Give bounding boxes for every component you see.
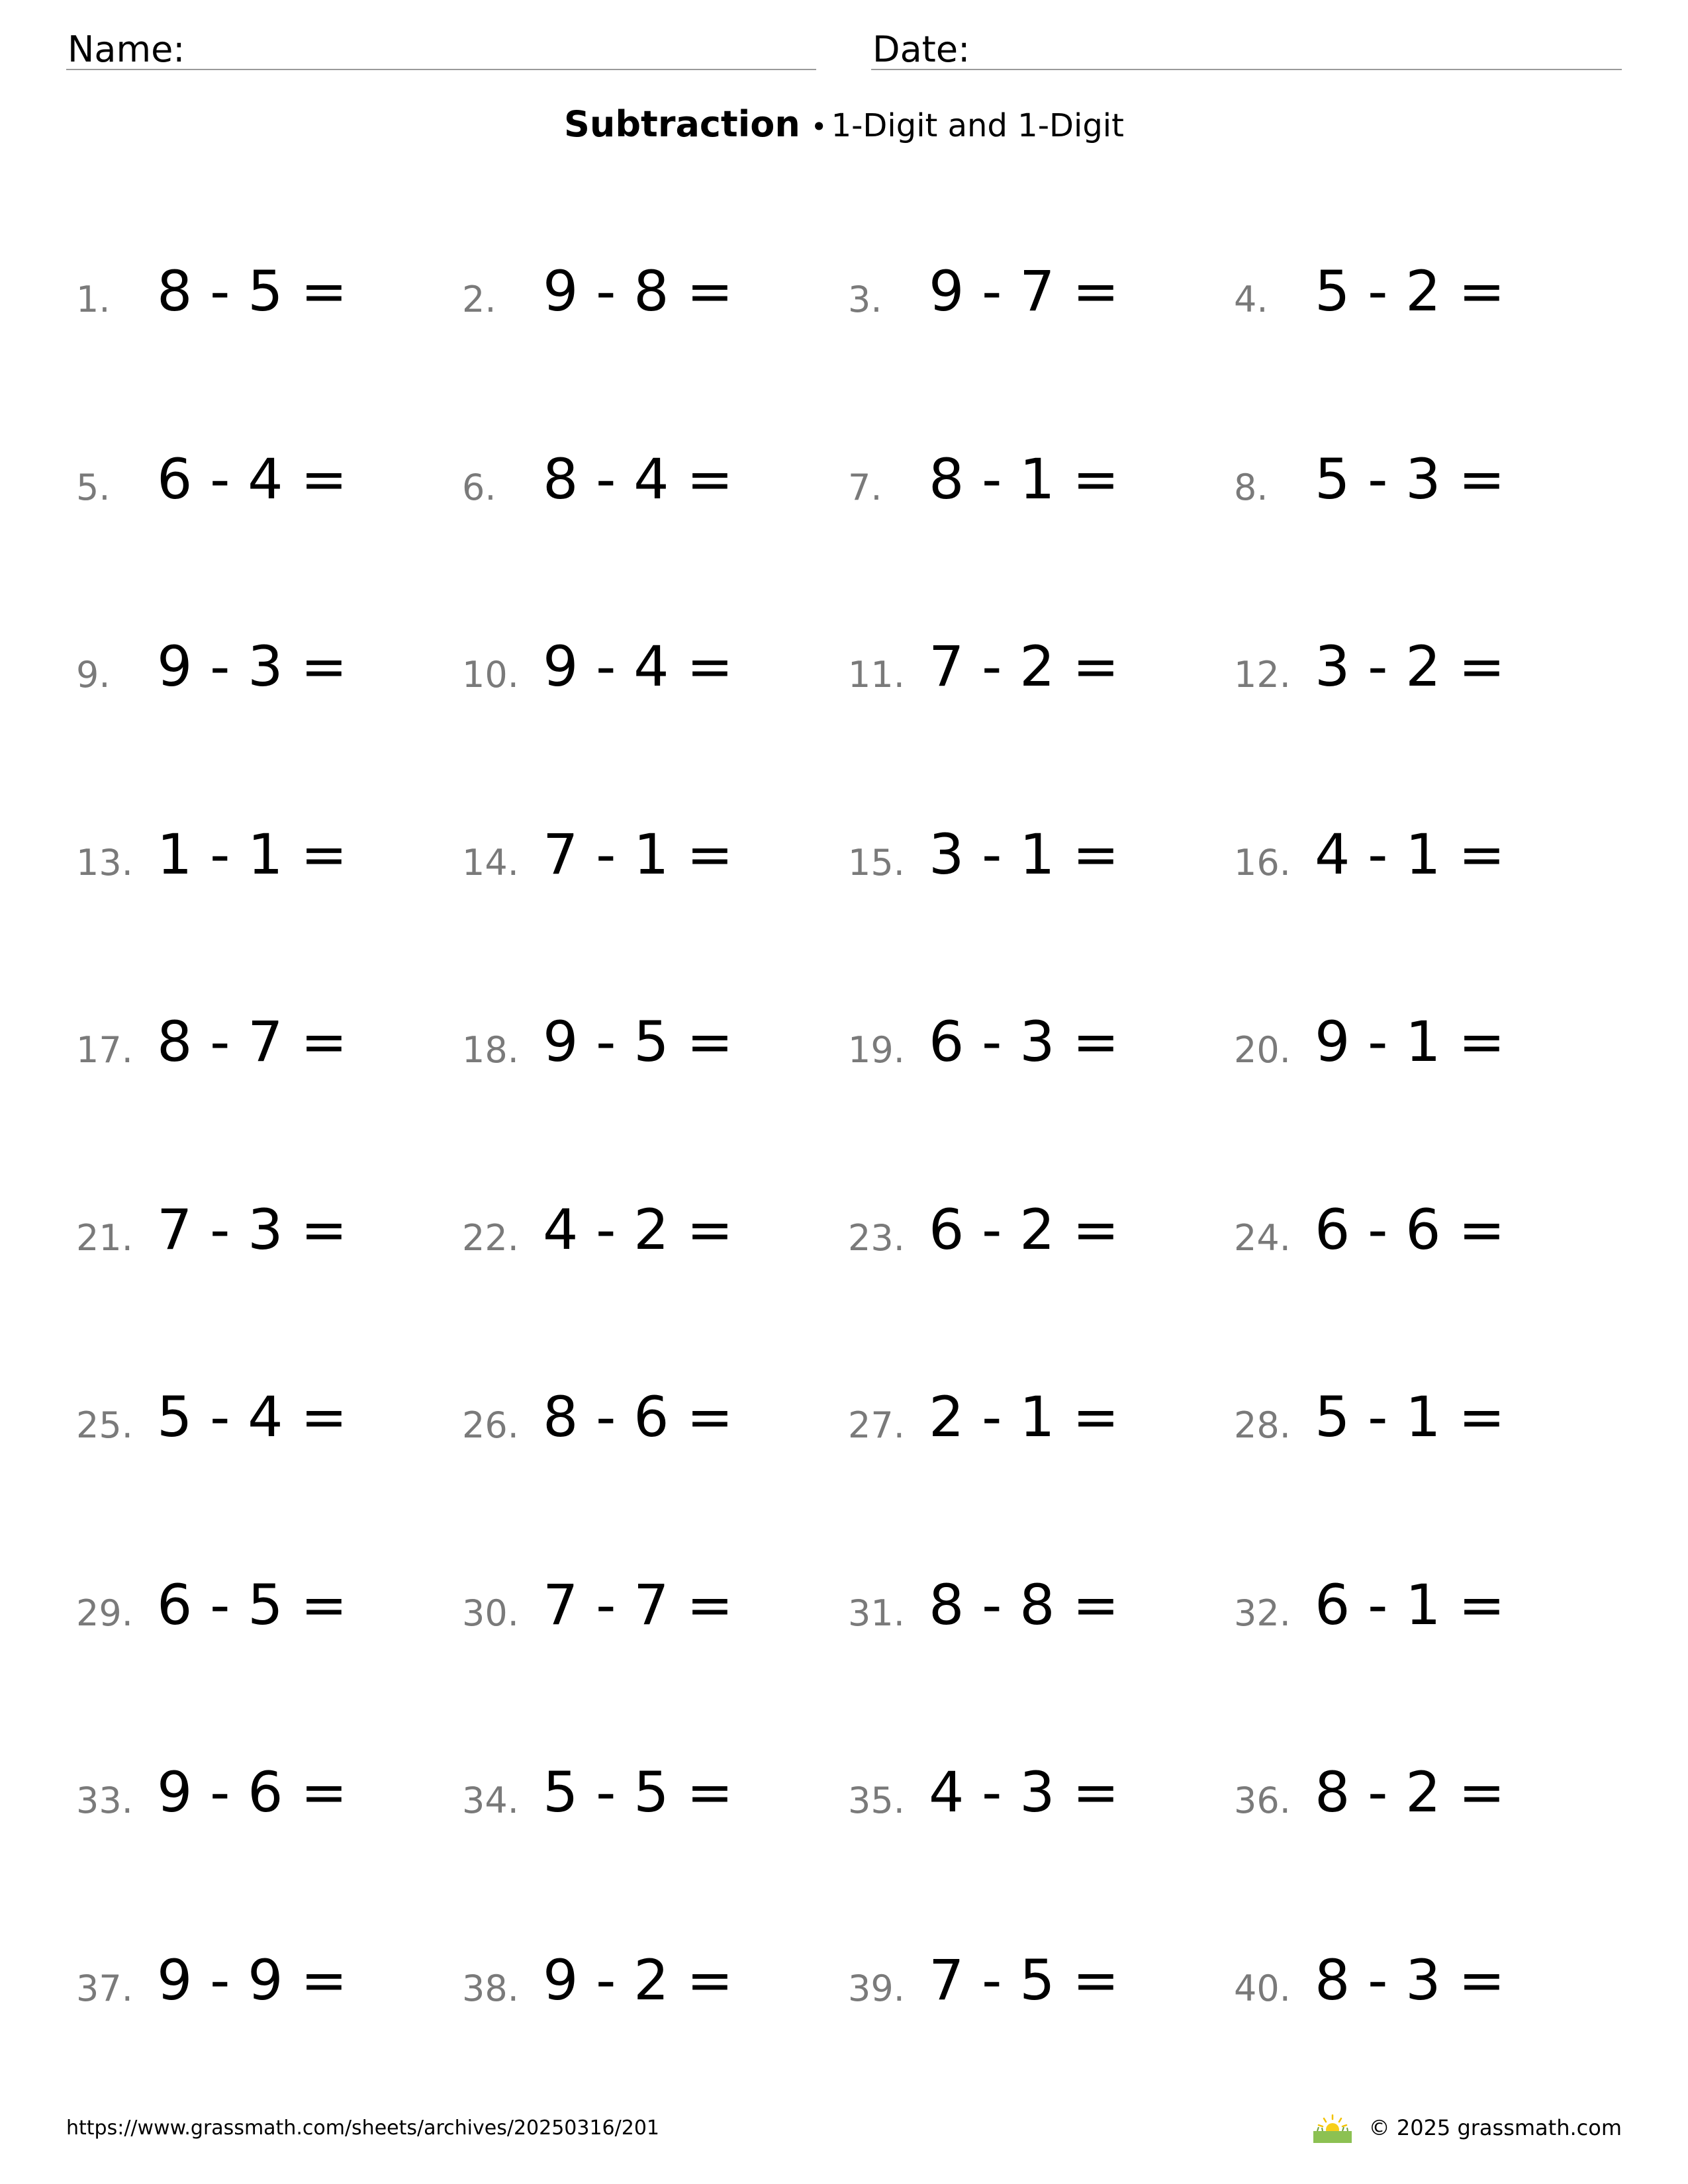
title-main: Subtraction (564, 103, 800, 145)
problem-expression: 6 - 4 = (157, 447, 348, 512)
problem-number: 30. (462, 1592, 519, 1634)
problem-expression: 7 - 1 = (543, 822, 733, 887)
problem-number: 11. (848, 654, 905, 696)
problem-number: 36. (1234, 1780, 1291, 1821)
problem-number: 15. (848, 842, 905, 884)
problem-expression: 8 - 5 = (157, 259, 348, 324)
problem-expression: 3 - 2 = (1315, 634, 1505, 699)
problem-number: 6. (462, 467, 496, 508)
problem-number: 39. (848, 1968, 905, 2009)
date-field[interactable] (871, 24, 1622, 70)
problem-expression: 9 - 1 = (1315, 1009, 1505, 1074)
problem-expression: 8 - 4 = (543, 447, 733, 512)
problem-number: 31. (848, 1592, 905, 1634)
problem-expression: 5 - 4 = (157, 1385, 348, 1449)
problem-number: 35. (848, 1780, 905, 1821)
name-label: Name: (68, 28, 185, 70)
name-field[interactable] (66, 24, 816, 70)
problem-number: 29. (76, 1592, 133, 1634)
problem-number: 21. (76, 1217, 133, 1259)
problem-expression: 4 - 1 = (1315, 822, 1505, 887)
problem-number: 14. (462, 842, 519, 884)
problem-expression: 1 - 1 = (157, 822, 348, 887)
problem-expression: 7 - 2 = (929, 634, 1119, 699)
problem-expression: 9 - 2 = (543, 1948, 733, 2013)
problem-number: 28. (1234, 1404, 1291, 1446)
problem-expression: 7 - 5 = (929, 1948, 1119, 2013)
problem-number: 37. (76, 1968, 133, 2009)
problem-expression: 6 - 6 = (1315, 1197, 1505, 1262)
problem-expression: 5 - 5 = (543, 1760, 733, 1825)
problem-expression: 9 - 5 = (543, 1009, 733, 1074)
problem-number: 23. (848, 1217, 905, 1259)
problem-number: 8. (1234, 467, 1268, 508)
problem-number: 2. (462, 279, 496, 320)
problem-number: 12. (1234, 654, 1291, 696)
problem-expression: 4 - 3 = (929, 1760, 1119, 1825)
problem-expression: 8 - 2 = (1315, 1760, 1505, 1825)
problem-expression: 8 - 1 = (929, 447, 1119, 512)
problem-number: 17. (76, 1029, 133, 1071)
problem-number: 24. (1234, 1217, 1291, 1259)
problem-expression: 5 - 2 = (1315, 259, 1505, 324)
title-subtitle: 1-Digit and 1-Digit (831, 107, 1124, 144)
problem-expression: 6 - 2 = (929, 1197, 1119, 1262)
problem-expression: 6 - 1 = (1315, 1572, 1505, 1637)
problem-expression: 9 - 6 = (157, 1760, 348, 1825)
problem-expression: 6 - 5 = (157, 1572, 348, 1637)
problem-number: 18. (462, 1029, 519, 1071)
problem-number: 20. (1234, 1029, 1291, 1071)
problem-expression: 7 - 3 = (157, 1197, 348, 1262)
problem-number: 38. (462, 1968, 519, 2009)
problem-number: 27. (848, 1404, 905, 1446)
problem-number: 9. (76, 654, 111, 696)
footer-copyright: © 2025 grassmath.com (1368, 2115, 1622, 2140)
problem-expression: 2 - 1 = (929, 1385, 1119, 1449)
problem-expression: 8 - 7 = (157, 1009, 348, 1074)
title-bullet: • (810, 111, 827, 143)
problem-expression: 6 - 3 = (929, 1009, 1119, 1074)
footer-url[interactable]: https://www.grassmath.com/sheets/archives/20250316/201 (66, 2116, 660, 2140)
grass-sun-logo-icon (1311, 2113, 1354, 2143)
footer-brand (1311, 2111, 1622, 2144)
problem-number: 3. (848, 279, 882, 320)
problem-expression: 8 - 6 = (543, 1385, 733, 1449)
problem-number: 7. (848, 467, 882, 508)
problem-expression: 5 - 3 = (1315, 447, 1505, 512)
problem-number: 16. (1234, 842, 1291, 884)
problem-expression: 5 - 1 = (1315, 1385, 1505, 1449)
problem-expression: 8 - 8 = (929, 1572, 1119, 1637)
problem-number: 32. (1234, 1592, 1291, 1634)
problem-expression: 4 - 2 = (543, 1197, 733, 1262)
problem-number: 5. (76, 467, 111, 508)
date-label: Date: (872, 28, 970, 70)
problem-expression: 9 - 8 = (543, 259, 733, 324)
problem-number: 19. (848, 1029, 905, 1071)
problem-expression: 3 - 1 = (929, 822, 1119, 887)
worksheet-title (0, 103, 1688, 145)
problem-number: 33. (76, 1780, 133, 1821)
problem-number: 26. (462, 1404, 519, 1446)
problem-expression: 8 - 3 = (1315, 1948, 1505, 2013)
problem-expression: 9 - 7 = (929, 259, 1119, 324)
problem-number: 22. (462, 1217, 519, 1259)
problem-number: 40. (1234, 1968, 1291, 2009)
problem-expression: 9 - 3 = (157, 634, 348, 699)
problem-number: 10. (462, 654, 519, 696)
problem-expression: 9 - 9 = (157, 1948, 348, 2013)
problem-expression: 7 - 7 = (543, 1572, 733, 1637)
problem-number: 1. (76, 279, 111, 320)
problem-number: 13. (76, 842, 133, 884)
problem-number: 25. (76, 1404, 133, 1446)
problem-expression: 9 - 4 = (543, 634, 733, 699)
problem-number: 4. (1234, 279, 1268, 320)
problem-number: 34. (462, 1780, 519, 1821)
